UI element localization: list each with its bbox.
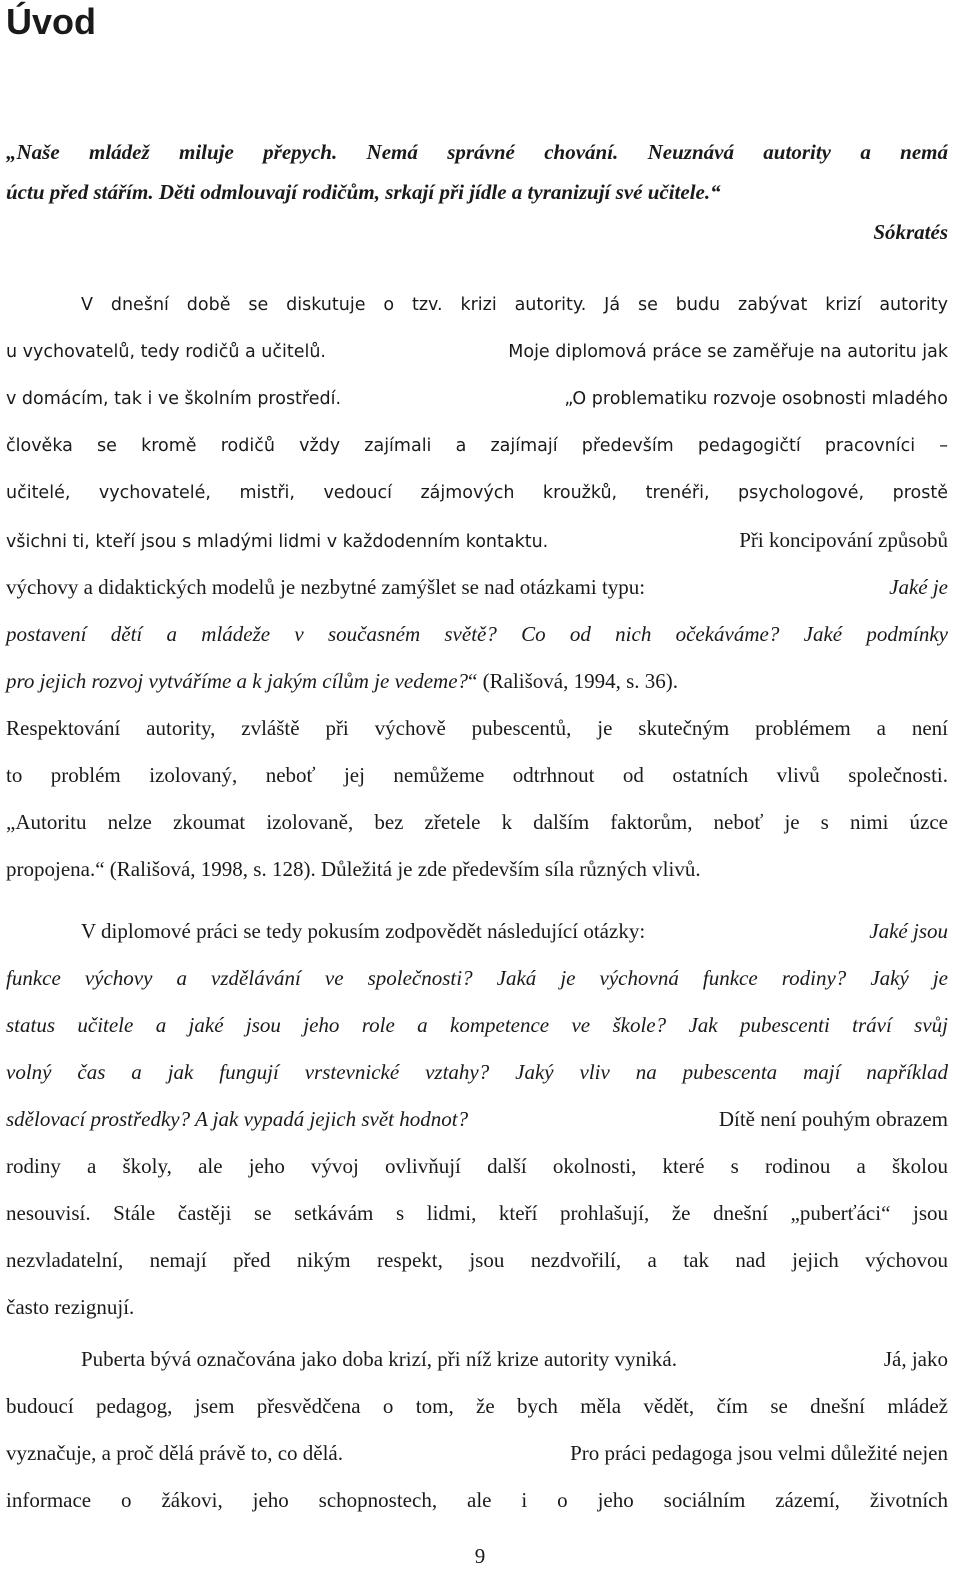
para2-line-3: status učitele a jaké jsou jeho role a kompetence ve škole? Jak pubescenti tráví svůj bbox=[6, 1013, 948, 1037]
para1-line-11: to problém izolovaný, neboť jej nemůžeme odtrhnout od ostatních vlivů společnosti. bbox=[6, 763, 948, 787]
para3-line-1b: Já, jako bbox=[883, 1347, 948, 1371]
para1-line-7b: Jaké je bbox=[889, 575, 948, 599]
motto-line-1: „Naše mládež miluje přepych. Nemá správné chování. Neuznává autority a nemá bbox=[6, 140, 948, 164]
para3-line-3 bbox=[6, 1437, 948, 1469]
para2-line-7: nesouvisí. Stále častěji se setkávám s lidmi, kteří prohlašují, že dnešní „puberťáci“ jsou bbox=[6, 1201, 948, 1225]
para1-line-2 bbox=[6, 336, 948, 368]
motto-author: Sókratés bbox=[873, 220, 948, 244]
para1-line-13a: propojena.“ (Rališová, 1998, s. 128). bbox=[6, 857, 316, 881]
para2-line-1 bbox=[6, 915, 948, 947]
para1-line-1: V dnešní době se diskutuje o tzv. krizi autority. Já se budu zabývat krizí autority bbox=[81, 295, 948, 315]
para2-line-8: nezvladatelní, nemají před nikým respekt, jsou nezdvořilí, a tak nad jejich výchovou bbox=[6, 1248, 948, 1272]
para2-line-2: funkce výchovy a vzdělávání ve společnosti? Jaká je výchovná funkce rodiny? Jaký je bbox=[6, 966, 948, 990]
para1-line-2a: u vychovatelů, tedy rodičů a učitelů. bbox=[6, 342, 326, 362]
para1-line-4: člověka se kromě rodičů vždy zajímali a zajímají především pedagogičtí pracovníci – bbox=[6, 436, 948, 456]
para3-line-2: budoucí pedagog, jsem přesvědčena o tom, že bych měla vědět, čím se dnešní mládež bbox=[6, 1394, 948, 1418]
para3-line-4: informace o žákovi, jeho schopnostech, ale i o jeho sociálním zázemí, životních bbox=[6, 1488, 948, 1512]
para1-line-9a: pro jejich rozvoj vytváříme a k jakým cílům je vedeme? bbox=[6, 669, 469, 693]
para1-line-8: postavení dětí a mládeže v současném světě? Co od nich očekáváme? Jaké podmínky bbox=[6, 622, 948, 646]
para1-line-13b: Důležitá je zde především síla různých vlivů. bbox=[320, 857, 701, 881]
para2-line-6: rodiny a školy, ale jeho vývoj ovlivňují další okolnosti, které s rodinou a školou bbox=[6, 1154, 948, 1178]
para1-line-9 bbox=[6, 665, 948, 697]
para1-line-7a: výchovy a didaktických modelů je nezbytné zamýšlet se nad otázkami typu: bbox=[6, 575, 646, 599]
para1-line-6a: všichni ti, kteří jsou s mladými lidmi v každodenním kontaktu. bbox=[6, 532, 549, 552]
para2-line-5a: sdělovací prostředky? A jak vypadá jejich svět hodnot? bbox=[6, 1107, 469, 1131]
para1-line-7 bbox=[6, 571, 948, 603]
para1-line-3 bbox=[6, 383, 948, 415]
para2-line-5b: Dítě není pouhým obrazem bbox=[718, 1107, 948, 1131]
para3-line-3a: vyznačuje, a proč dělá právě to, co dělá. bbox=[6, 1441, 343, 1465]
para1-line-12: „Autoritu nelze zkoumat izolovaně, bez zřetele k dalším faktorům, neboť je s nimi úzce bbox=[6, 810, 948, 834]
chapter-heading: Úvod bbox=[6, 1, 96, 42]
para2-line-1b: Jaké jsou bbox=[869, 919, 948, 943]
para1-line-6 bbox=[6, 524, 948, 556]
para3-line-1 bbox=[6, 1343, 948, 1375]
page-number: 9 bbox=[474, 1544, 486, 1568]
para2-line-5 bbox=[6, 1103, 948, 1135]
para2-line-1a: V diplomové práci se tedy pokusím zodpovědět následující otázky: bbox=[81, 919, 646, 943]
para1-line-10: Respektování autority, zvláště při výchově pubescentů, je skutečným problémem a není bbox=[6, 716, 948, 740]
para1-line-9b: “ (Rališová, 1994, s. 36). bbox=[468, 669, 679, 693]
para3-line-3b: Pro práci pedagoga jsou velmi důležité nejen bbox=[570, 1441, 948, 1465]
para3-line-1a: Puberta bývá označována jako doba krizí, při níž krize autority vyniká. bbox=[81, 1347, 677, 1371]
para1-line-5: učitelé, vychovatelé, mistři, vedoucí zájmových kroužků, trenéři, psychologové, prostě bbox=[6, 483, 948, 503]
para1-line-13 bbox=[6, 853, 948, 885]
para1-line-6b: Při koncipování způsobů bbox=[739, 528, 948, 552]
para2-line-9: často rezignují. bbox=[6, 1295, 135, 1319]
para1-line-3a: v domácím, tak i ve školním prostředí. bbox=[6, 389, 342, 409]
para1-line-2b: Moje diplomová práce se zaměřuje na autoritu jak bbox=[508, 342, 948, 362]
para1-line-3b: „O problematiku rozvoje osobnosti mladého bbox=[564, 389, 948, 409]
motto-line-2: úctu před stářím. Děti odmlouvají rodičům, srkají při jídle a tyranizují své učitele.“ bbox=[6, 180, 721, 204]
para2-line-4: volný čas a jak fungují vrstevnické vztahy? Jaký vliv na pubescenta mají například bbox=[6, 1060, 948, 1084]
